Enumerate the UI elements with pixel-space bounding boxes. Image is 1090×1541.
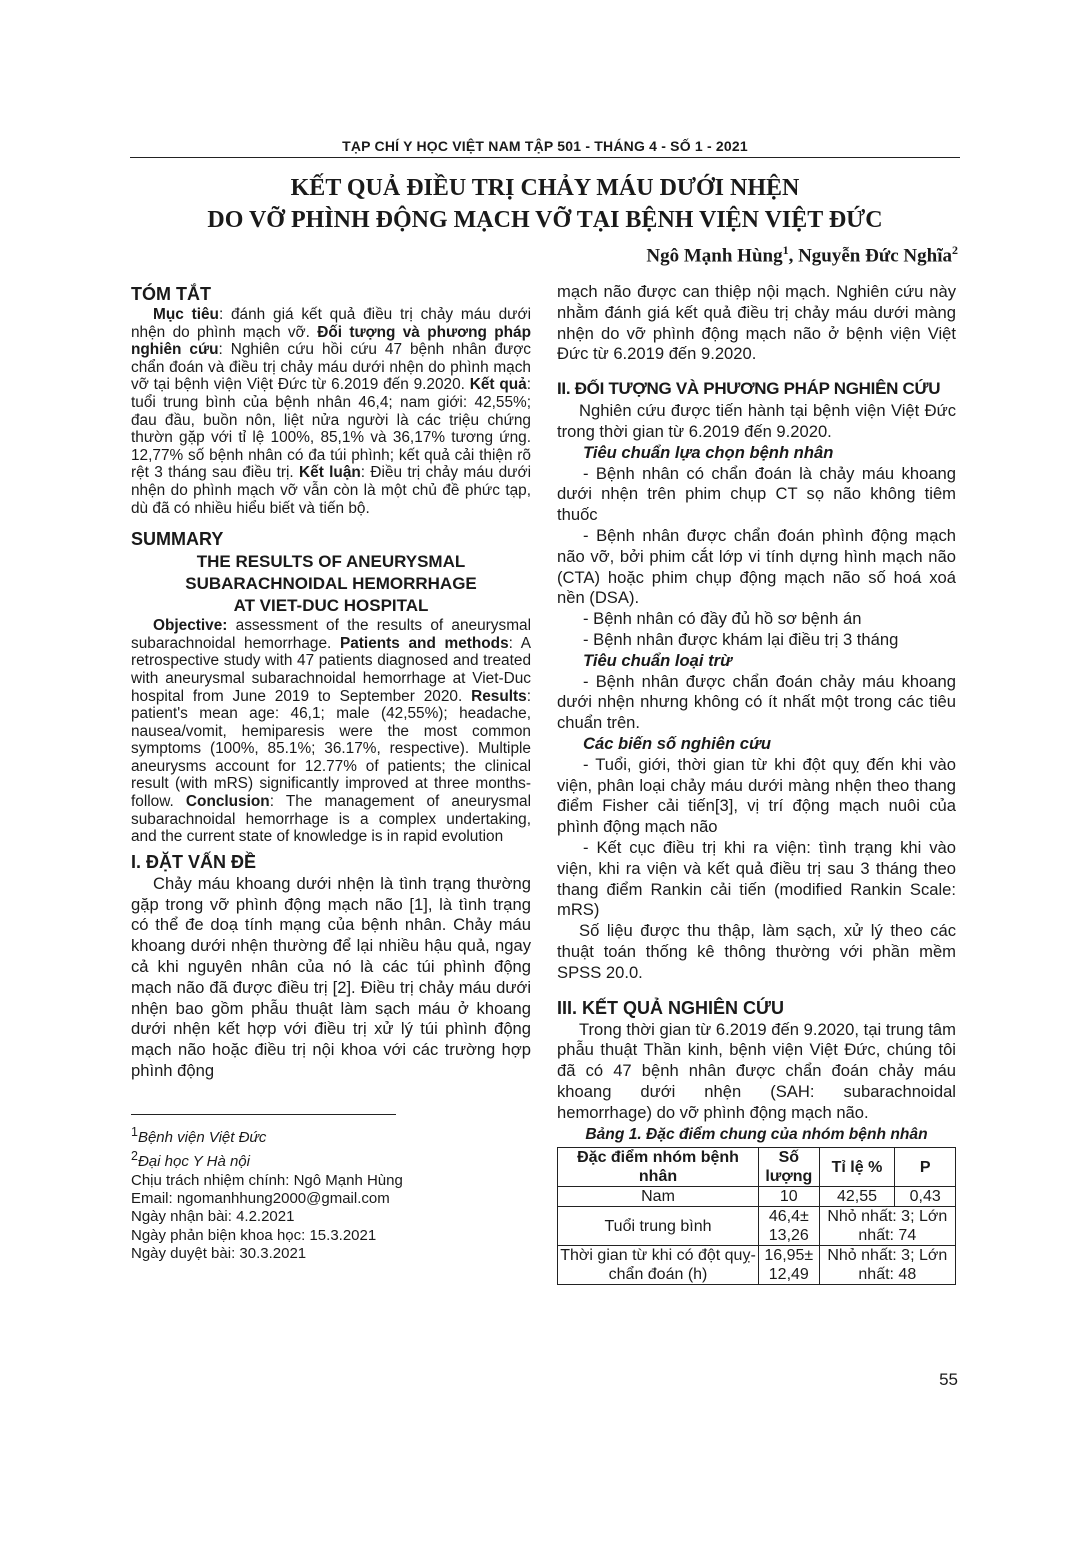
table-cell: 10: [759, 1187, 820, 1207]
right-column: [557, 282, 956, 1285]
tomtat-body: [131, 306, 531, 517]
summary-heading: SUMMARY: [131, 529, 224, 550]
table-1-caption: Bảng 1. Đặc điểm chung của nhóm bệnh nhân: [585, 1126, 928, 1144]
section-3-paragraph: Trong thời gian từ 6.2019 đến 9.2020, tại trung tâm phẫu thuật Thần kinh, bệnh viện Việt Đức, chúng tôi đã có 47 bệnh nhân được chẩn đoán chảy máu khoang dưới nhện (SAH: subarachnoidal hemorrhage) do vỡ phình động mạch não.: [557, 1019, 956, 1122]
footnote-corresponding: Chịu trách nhiệm chính: Ngô Mạnh Hùng: [131, 1171, 403, 1189]
text-patients: : A retrospective study with 47 patients diagnosed and treated with aneurysmal subarachnoidal hemorrhage at Viet-Duc hospital from June 2019 to September 2020.: [131, 634, 532, 705]
summary-title-line-1: THE RESULTS OF ANEURYSMAL: [196, 552, 466, 572]
variables-item-1: - Tuổi, giới, thời gian từ khi đột quỵ đến khi vào viện, phân loại chảy máu dưới màng nhện theo thang điểm Fisher cải tiến[3], vị trí động mạch nuôi của phình động mạch não: [557, 754, 956, 837]
section-2-heading: II. ĐỐI TƯỢNG VÀ PHƯƠNG PHÁP NGHIÊN CỨU: [557, 379, 941, 399]
text-results: : patient's mean age: 46,1; male (42,55%); headache, nausea/vomit, hemiparesis were the most common symptoms (100%, 85.1%; 36.17%, respective). Multiple aneurysms account for 12.77% of patients; the clinical result (with mRS) significantly improved at three months-follow.: [131, 687, 531, 811]
text-ketqua: : tuổi trung bình của bệnh nhân 46,4; nam giới: 42,55%; đau đầu, buồn nôn, liệt nửa người là các triệu chứng thườn gặp với tỉ lệ 100%, 85,1% và 36,17% tương ứng. 12,77% số bệnh nhân có đa túi phình; kết quả cải thiện rõ rệt 3 tháng sau điều trị.: [131, 376, 532, 482]
exclusion-item-1: - Bệnh nhân được chẩn đoán chảy máu khoang dưới nhện nhưng không có ít nhất một trong các tiêu chuẩn trên.: [557, 671, 956, 733]
label-objective: Objective:: [153, 617, 228, 635]
table-header-cell: Tỉ lệ %: [819, 1148, 895, 1187]
text-muctieu: : đánh giá kết quả điều trị chảy máu dưới nhện do phình mạch vỡ.: [131, 306, 531, 341]
author-2-affiliation: 2: [952, 243, 958, 257]
footnote-2-mark: 2: [131, 1149, 138, 1164]
running-head: TẠP CHÍ Y HỌC VIỆT NAM TẬP 501 - THÁNG 4 - SỐ 1 - 2021: [342, 138, 748, 154]
label-ketqua: Kết quả: [469, 376, 527, 394]
inclusion-item-2: - Bệnh nhân được chẩn đoán phình động mạch não vỡ, bởi phim cắt lớp vi tính dựng hình mạch não (CTA) hoặc phim chụp động mạch não số hoá xoá nền (DSA).: [557, 525, 956, 608]
table-row: [558, 1246, 956, 1285]
summary-title-line-2: SUBARACHNOIDAL HEMORRHAGE: [185, 574, 477, 594]
label-patients: Patients and methods: [339, 634, 509, 652]
table-cell: Nhỏ nhất: 3; Lớn nhất: 48: [819, 1246, 955, 1285]
table-header-cell: Đặc điểm nhóm bệnh nhân: [558, 1148, 759, 1187]
summary-body: [131, 617, 531, 846]
table-cell: 16,95± 12,49: [759, 1246, 820, 1285]
summary-title-line-3: AT VIET-DUC HOSPITAL: [233, 596, 429, 616]
author-1: Ngô Mạnh Hùng: [646, 245, 783, 267]
header-rule: [130, 157, 960, 158]
subheading-inclusion: Tiêu chuẩn lựa chọn bệnh nhân: [583, 442, 834, 462]
table-cell: 42,55: [819, 1187, 895, 1207]
subheading-exclusion: Tiêu chuẩn loại trừ: [583, 650, 732, 670]
label-results: Results: [471, 687, 527, 705]
table-header-cell: P: [895, 1148, 956, 1187]
section-1-continuation: mạch não được can thiệp nội mạch. Nghiên cứu này nhằm đánh giá kết quả điều trị chảy máu dưới màng nhện do vỡ phình động mạch não ở bệnh viện Việt Đức từ 6.2019 đến 9.2020.: [557, 282, 956, 364]
title-line-2: DO VỠ PHÌNH ĐỘNG MẠCH VỠ TẠI BỆNH VIỆN VIỆT ĐỨC: [207, 207, 883, 233]
author-2: Nguyễn Đức Nghĩa: [798, 245, 952, 267]
page-number: 55: [939, 1370, 958, 1389]
section-2-data-processing: Số liệu được thu thập, làm sạch, xử lý theo các thuật toán thống kê thông thường với phần mềm SPSS 20.0.: [557, 921, 956, 982]
footnote-1: [131, 1123, 531, 1147]
text-ketluan: : Điều trị chảy máu dưới nhện do phình mạch vỡ vẫn còn là một chủ đề phức tạp, dù đã có nhiều hiểu biết và tiến bộ.: [131, 464, 531, 517]
title-line-1: KẾT QUẢ ĐIỀU TRỊ CHẢY MÁU DƯỚI NHỆN: [290, 175, 800, 201]
table-cell: Nam: [558, 1187, 759, 1207]
label-doituong: Đối tượng và phương pháp nghiên cứu: [131, 323, 531, 359]
inclusion-item-1: - Bệnh nhân có chẩn đoán là chảy máu khoang dưới nhện trên phim chụp CT sọ não không tiêm thuốc: [557, 463, 956, 525]
table-cell: Thời gian từ khi có đột quỵ-chẩn đoán (h): [558, 1246, 759, 1285]
table-cell: 0,43: [895, 1187, 956, 1207]
table-cell: Tuổi trung bình: [558, 1207, 759, 1246]
article-title: [130, 172, 960, 236]
tomtat-heading: TÓM TẮT: [131, 284, 211, 304]
author-1-affiliation: 1: [782, 243, 789, 257]
footnote-email: Email: ngomanhhung2000@gmail.com: [131, 1190, 390, 1208]
table-cell: 46,4± 13,26: [759, 1207, 820, 1246]
text-objective: assessment of the results of aneurysmal subarachnoidal hemorrhage.: [131, 617, 531, 652]
left-column: [131, 282, 531, 1264]
table-header-row: [558, 1148, 956, 1187]
inclusion-item-3: - Bệnh nhân có đầy đủ hồ sơ bệnh án: [583, 609, 862, 629]
author-separator: ,: [788, 245, 799, 267]
table-row: [558, 1187, 956, 1207]
footnote-rule: [131, 1114, 396, 1115]
subheading-variables: Các biến số nghiên cứu: [583, 733, 771, 753]
text-doituong: : Nghiên cứu hồi cứu 47 bệnh nhân được chẩn đoán và điều trị chảy máu dưới nhện do phình mạch vỡ tại bệnh viện Việt Đức từ 6.2019 đến 9.2020.: [131, 341, 532, 394]
footnote-2: [131, 1147, 531, 1171]
table-cell: Nhỏ nhất: 3; Lớn nhất: 74: [819, 1207, 955, 1246]
label-ketluan: Kết luận: [299, 464, 361, 482]
section-1-paragraph: Chảy máu khoang dưới nhện là tình trạng thường gặp trong vỡ phình động mạch não [1], là tình trạng có thể đe doạ tính mạng của bệnh nhân. Chảy máu khoang dưới nhện thường để lại nhiều hậu quả, ngay cả khi nguyên nhân của nó là các túi phình động mạch não đã được điều trị [2]. Điều trị chảy máu dưới nhện bao gồm phẫu thuật làm sạch máu ở khoang dưới nhện kết hợp với điều trị xử lý túi phình động mạch não hoặc điều trị nội khoa với các trường hợp phình động: [131, 873, 531, 1081]
label-conclusion: Conclusion: [185, 793, 270, 811]
summary-title: [131, 551, 531, 617]
section-1-heading: I. ĐẶT VẤN ĐỀ: [131, 851, 257, 872]
footnote-1-text: Bệnh viện Việt Đức: [137, 1128, 267, 1146]
table-header-cell: Số lượng: [759, 1148, 820, 1187]
footnotes: [131, 1123, 531, 1264]
section-3-heading: III. KẾT QUẢ NGHIÊN CỨU: [557, 997, 784, 1018]
section-2-intro: Nghiên cứu được tiến hành tại bệnh viện Việt Đức trong thời gian từ 6.2019 đến 9.2020.: [557, 401, 956, 441]
footnote-accepted: Ngày duyệt bài: 30.3.2021: [131, 1245, 307, 1263]
footnote-reviewed: Ngày phản biện khoa học: 15.3.2021: [131, 1226, 377, 1244]
footnote-received: Ngày nhận bài: 4.2.2021: [131, 1208, 295, 1226]
footnote-1-mark: 1: [131, 1124, 138, 1139]
footnote-2-text: Đại học Y Hà nội: [137, 1153, 250, 1171]
label-muctieu: Mục tiêu: [153, 306, 219, 323]
authors: [646, 243, 958, 267]
inclusion-item-4: - Bệnh nhân được khám lại điều trị 3 tháng: [583, 629, 899, 649]
table-row: [558, 1207, 956, 1246]
variables-item-2: - Kết cục điều trị khi ra viện: tình trạng khi vào viện, khi ra viện và kết quả điều trị sau 3 tháng theo thang điểm Rankin cải tiến (modified Rankin Scale: mRS): [557, 837, 956, 920]
text-conclusion: : The management of aneurysmal subarachnoidal hemorrhage is a complex undertaking, and the current state of knowledge is in rapid evolution: [131, 793, 531, 846]
table-1: [557, 1147, 956, 1285]
